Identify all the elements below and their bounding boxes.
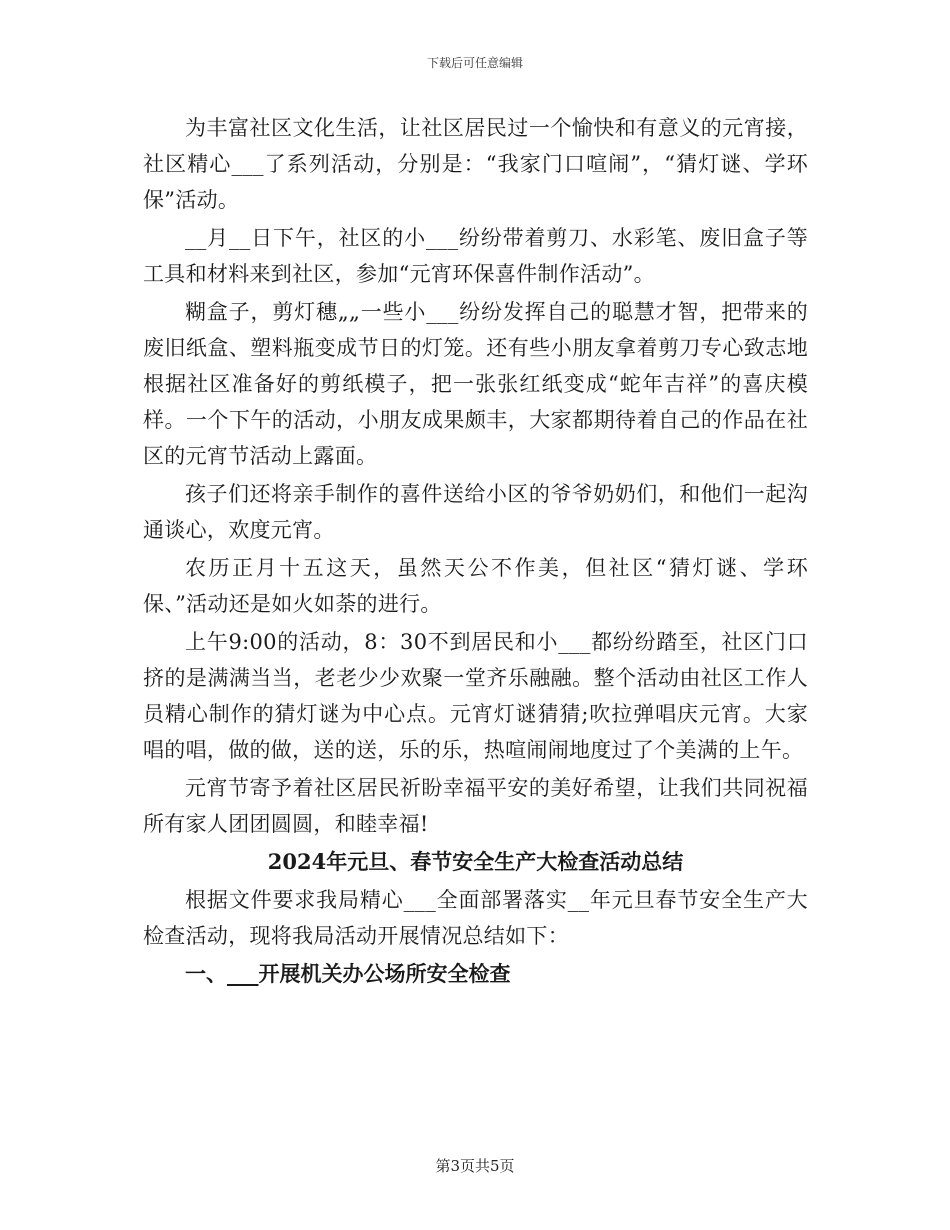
page-header: 下载后可任意编辑 <box>426 56 523 70</box>
paragraph: 糊盒子，剪灯穗„„一些小___纷纷发挥自己的聪慧才智，把带来的废旧纸盒、塑料瓶变成节日的灯笼。还有些小朋友拿着剪刀专心致志地根据社区准备好的剪纸模子，把一张张红纸变成“蛇年吉祥”的喜庆模样。一个下午的活动，小朋友成果颇丰，大家都期待着自己的作品在社区的元宵节活动上露面。 <box>143 300 808 468</box>
section-title: 2024年元旦、春节安全生产大检查活动总结 <box>267 849 684 874</box>
paragraph: 元宵节寄予着社区居民祈盼幸福平安的美好希望，让我们共同祝福所有家人团团圆圆，和睦幸福! <box>143 776 808 836</box>
paragraph: 孩子们还将亲手制作的喜件送给小区的爷爷奶奶们，和他们一起沟通谈心，欢度元宵。 <box>143 482 808 542</box>
section-intro: 根据文件要求我局精心___全面部署落实__年元旦春节安全生产大检查活动，现将我局活动开展情况总结如下： <box>143 888 808 948</box>
document-body <box>143 110 808 992</box>
paragraph: 为丰富社区文化生活，让社区居民过一个愉快和有意义的元宵接，社区精心___了系列活动，分别是：“我家门口喧闹”，“猜灯谜、学环保”活动。 <box>143 116 808 212</box>
page-footer: 第3页共5页 <box>435 1157 515 1175</box>
section-subheading: 一、___开展机关办公场所安全检查 <box>185 961 511 986</box>
paragraph: __月__日下午，社区的小___纷纷带着剪刀、水彩笔、废旧盒子等工具和材料来到社区，参加“元宵环保喜件制作活动”。 <box>143 226 808 286</box>
paragraph: 上午9:00的活动，8：30不到居民和小___都纷纷踏至，社区门口挤的是满满当当，老老少少欢聚一堂齐乐融融。整个活动由社区工作人员精心制作的猜灯谜为中心点。元宵灯谜猜猜;吹拉弹唱庆元宵。大家唱的唱，做的做，送的送，乐的乐，热喧闹闹地度过了个美满的上午。 <box>143 630 808 762</box>
paragraph: 农历正月十五这天，虽然天公不作美，但社区“猜灯谜、学环保、”活动还是如火如荼的进行。 <box>143 556 808 616</box>
